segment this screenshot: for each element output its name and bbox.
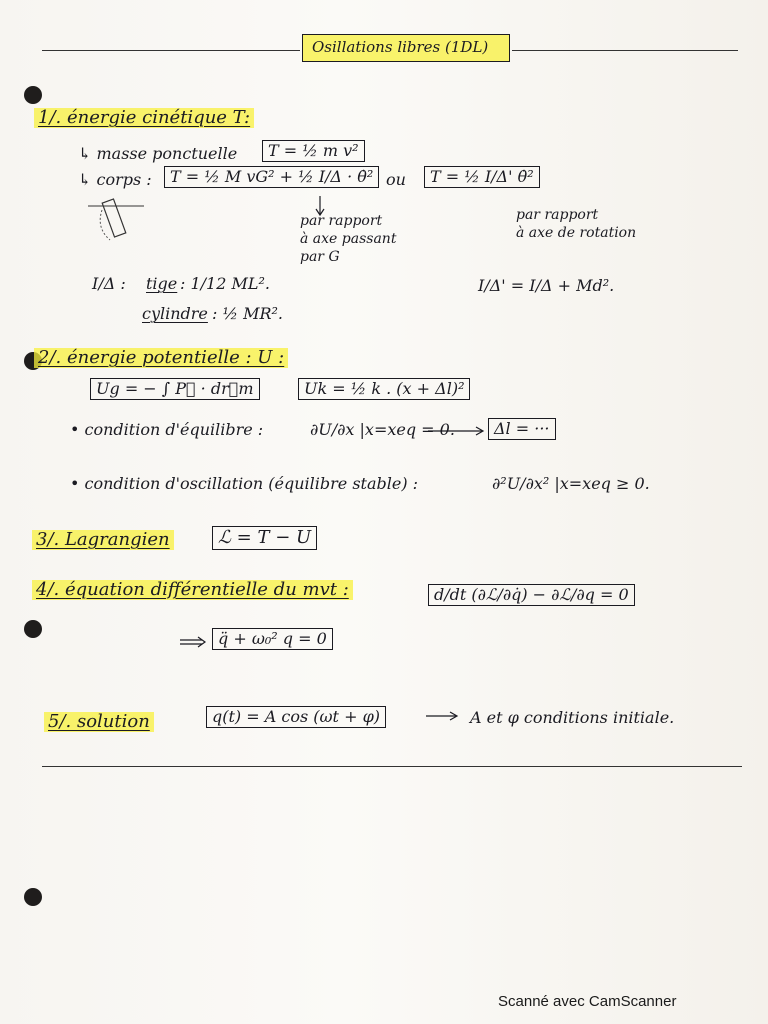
page-title: Osillations libres (1DL) (312, 38, 489, 56)
note-axe-g: par rapport à axe passant par G (300, 213, 397, 266)
inertia-label: I/Δ : (92, 274, 126, 293)
masse-formula: T = ½ m v² (262, 140, 365, 162)
title-rule-right (512, 50, 738, 51)
cond-osc-label: • condition d'oscillation (équilibre stable) : (70, 474, 419, 493)
uk-formula: Uk = ½ k . (x + Δl)² (298, 378, 470, 400)
binder-hole-4 (24, 888, 42, 906)
arrow-to-delta-l (428, 426, 488, 436)
title-rule-left (42, 50, 300, 51)
euler-lagrange-formula: d/dt (∂ℒ/∂q̇) − ∂ℒ/∂q = 0 (428, 584, 635, 606)
tige-label: tige (146, 274, 178, 293)
cylindre-formula: : ½ MR². (212, 304, 283, 323)
section2-heading: 2/. énergie potentielle : U : (34, 348, 288, 368)
cond-osc-formula: ∂²U/∂x² |x=xeq ≥ 0. (492, 474, 650, 493)
bottom-rule (42, 766, 742, 767)
corps-formula: T = ½ M vG² + ½ I/Δ · θ̇² (164, 166, 379, 188)
section1-heading: 1/. énergie cinétique T: (34, 108, 254, 128)
delta-l-result: Δl = ··· (488, 418, 556, 440)
ug-formula: Ug = − ∫ P⃗ · dr⃗m (90, 378, 260, 400)
huygens-formula: I/Δ' = I/Δ + Md². (478, 276, 615, 295)
conditions-note: A et φ conditions initiale. (470, 708, 675, 727)
cond-eq-label: • condition d'équilibre : (70, 420, 264, 439)
rod-sketch (88, 196, 148, 244)
tige-formula: : 1/12 ML². (180, 274, 270, 293)
binder-hole-1 (24, 86, 42, 104)
cond-eq-formula: ∂U/∂x |x=xeq = 0. (310, 420, 455, 439)
camscanner-watermark: Scanné avec CamScanner (498, 993, 677, 1010)
binder-hole-3 (24, 620, 42, 638)
corps-label: ↳ corps : (78, 170, 152, 189)
corps-formula-2: T = ½ I/Δ' θ̇² (424, 166, 540, 188)
implies-arrow (180, 636, 208, 648)
diff-equation-result: q̈ + ω₀² q = 0 (212, 628, 333, 650)
section3-heading: 3/. Lagrangien (32, 530, 174, 550)
arrow-to-conditions (426, 711, 462, 721)
cylindre-label: cylindre (142, 304, 208, 323)
section4-heading: 4/. équation différentielle du mvt : (32, 580, 353, 600)
lagrangien-formula: ℒ = T − U (212, 526, 317, 550)
solution-formula: q(t) = A cos (ωt + φ) (206, 706, 386, 728)
masse-label: ↳ masse ponctuelle (78, 144, 238, 163)
note-axe-rotation: par rapport à axe de rotation (516, 207, 637, 242)
section5-heading: 5/. solution (44, 712, 154, 732)
or-word: ou (386, 170, 406, 189)
